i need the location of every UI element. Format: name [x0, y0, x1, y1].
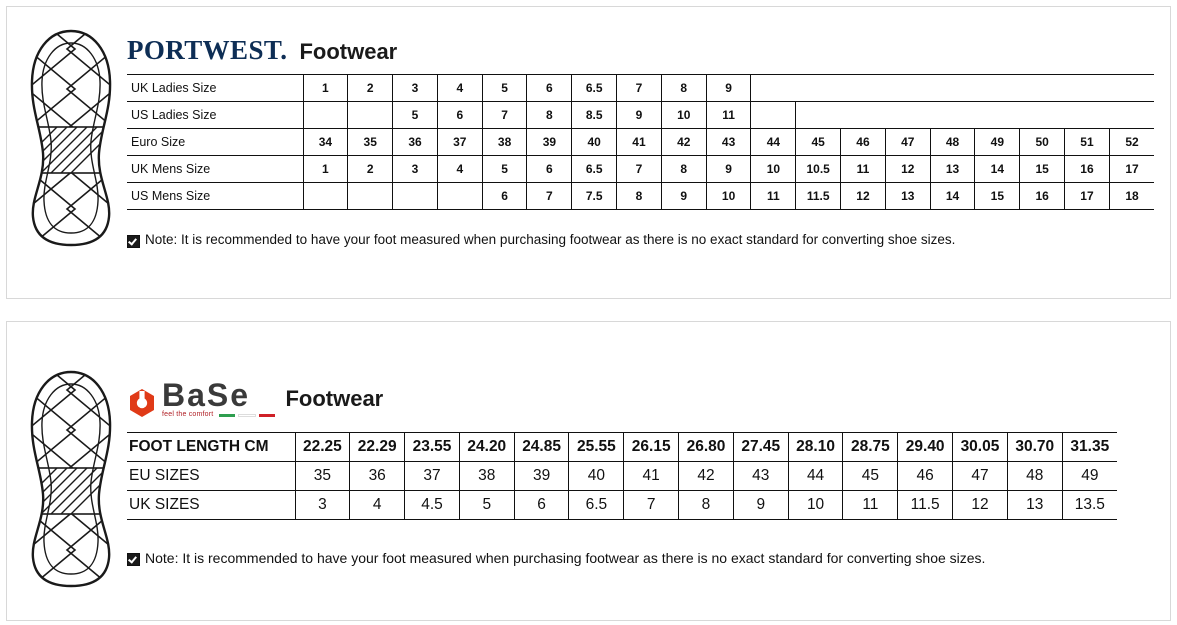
cell: 22.25	[295, 433, 350, 462]
cell: 16	[1065, 156, 1110, 183]
portwest-logo	[127, 37, 287, 64]
cell: 23.55	[405, 433, 460, 462]
cell: 28.10	[788, 433, 843, 462]
base-size-chart-card	[6, 321, 1171, 621]
cell: 7	[482, 102, 527, 129]
base-logo	[127, 377, 275, 419]
cell: 40	[572, 129, 617, 156]
cell: 3	[393, 156, 438, 183]
base-tagline: feel the comfort	[162, 411, 214, 419]
cell-empty	[885, 102, 930, 129]
cell: 4	[437, 75, 482, 102]
cell: 51	[1065, 129, 1110, 156]
cell: 6	[482, 183, 527, 210]
cell: 10	[788, 491, 843, 520]
cell: 25.55	[569, 433, 624, 462]
cell-empty	[1020, 75, 1065, 102]
cell: 47	[953, 462, 1008, 491]
row-label: FOOT LENGTH CM	[127, 433, 295, 462]
base-content	[127, 377, 1152, 567]
cell: 5	[482, 156, 527, 183]
cell: 35	[295, 462, 350, 491]
cell: 28.75	[843, 433, 898, 462]
table-row	[127, 156, 1154, 183]
row-label: Euro Size	[127, 129, 303, 156]
cell	[348, 183, 393, 210]
cell: 42	[679, 462, 734, 491]
cell: 49	[975, 129, 1020, 156]
table-row	[127, 102, 1154, 129]
cell: 48	[1007, 462, 1062, 491]
table-row	[127, 491, 1117, 520]
cell: 12	[953, 491, 1008, 520]
cell: 11.5	[898, 491, 953, 520]
cell: 8.5	[572, 102, 617, 129]
cell: 49	[1062, 462, 1117, 491]
cell: 39	[527, 129, 572, 156]
cell: 5	[459, 491, 514, 520]
base-category-title: Footwear	[285, 386, 384, 412]
cell-empty	[1065, 102, 1110, 129]
cell: 14	[975, 156, 1020, 183]
table-row	[127, 129, 1154, 156]
cell-empty	[975, 102, 1020, 129]
cell: 7	[527, 183, 572, 210]
cell: 24.85	[514, 433, 569, 462]
cell-empty	[1109, 75, 1154, 102]
cell: 9	[617, 102, 662, 129]
base-size-table	[127, 432, 1117, 520]
base-logo-text: BaSe	[162, 377, 251, 413]
cell: 4	[350, 491, 405, 520]
cell-empty	[796, 75, 841, 102]
cell-empty	[930, 75, 975, 102]
cell: 5	[393, 102, 438, 129]
row-label: US Mens Size	[127, 183, 303, 210]
cell: 43	[706, 129, 751, 156]
cell: 27.45	[733, 433, 788, 462]
cell: 43	[733, 462, 788, 491]
cell: 4	[437, 156, 482, 183]
row-label: EU SIZES	[127, 462, 295, 491]
table-row	[127, 433, 1117, 462]
portwest-size-chart-card	[6, 6, 1171, 299]
cell: 48	[930, 129, 975, 156]
cell: 10	[706, 183, 751, 210]
cell-empty	[1065, 75, 1110, 102]
cell: 6.5	[572, 156, 617, 183]
cell: 12	[841, 183, 886, 210]
base-brand-row	[127, 377, 1152, 419]
cell: 30.70	[1007, 433, 1062, 462]
cell: 11	[751, 183, 796, 210]
cell: 37	[437, 129, 482, 156]
portwest-category-title: Footwear	[299, 39, 398, 64]
cell-empty	[930, 102, 975, 129]
cell: 8	[617, 183, 662, 210]
cell: 6	[514, 491, 569, 520]
cell: 30.05	[953, 433, 1008, 462]
portwest-note-text: Note: It is recommended to have your foot measured when purchasing footwear as there is no exact standard for converting shoe sizes.	[145, 232, 956, 247]
cell: 36	[393, 129, 438, 156]
cell: 45	[796, 129, 841, 156]
cell: 13	[1007, 491, 1062, 520]
cell: 9	[706, 75, 751, 102]
cell: 6	[527, 75, 572, 102]
cell-empty	[751, 75, 796, 102]
cell: 36	[350, 462, 405, 491]
portwest-logo-dot: .	[280, 35, 288, 65]
base-note-text: Note: It is recommended to have your foot measured when purchasing footwear as there is no exact standard for converting shoe sizes.	[145, 550, 986, 567]
cell-empty	[841, 102, 886, 129]
cell: 13.5	[1062, 491, 1117, 520]
cell: 45	[843, 462, 898, 491]
cell: 1	[303, 75, 348, 102]
cell: 26.80	[679, 433, 734, 462]
cell: 3	[295, 491, 350, 520]
cell: 50	[1020, 129, 1065, 156]
cell: 8	[661, 156, 706, 183]
cell: 6.5	[569, 491, 624, 520]
cell: 13	[885, 183, 930, 210]
cell: 11	[841, 156, 886, 183]
check-icon	[127, 553, 140, 566]
cell: 42	[661, 129, 706, 156]
cell-empty	[1109, 102, 1154, 129]
cell: 15	[1020, 156, 1065, 183]
cell: 46	[898, 462, 953, 491]
portwest-brand-row	[127, 37, 1152, 64]
cell: 6	[437, 102, 482, 129]
cell: 17	[1109, 156, 1154, 183]
cell: 31.35	[1062, 433, 1117, 462]
cell: 12	[885, 156, 930, 183]
shoe-sole-illustration	[25, 29, 117, 247]
cell	[437, 183, 482, 210]
cell: 7.5	[572, 183, 617, 210]
cell-empty	[841, 75, 886, 102]
cell: 2	[348, 75, 393, 102]
portwest-logo-text: PORTWEST	[127, 35, 281, 65]
cell: 2	[348, 156, 393, 183]
cell: 7	[624, 491, 679, 520]
cell: 8	[527, 102, 572, 129]
cell	[393, 183, 438, 210]
cell: 4.5	[405, 491, 460, 520]
cell-empty	[885, 75, 930, 102]
cell: 46	[841, 129, 886, 156]
cell: 9	[733, 491, 788, 520]
cell: 34	[303, 129, 348, 156]
check-icon	[127, 235, 140, 248]
hexagon-icon	[127, 388, 157, 418]
cell: 38	[482, 129, 527, 156]
cell: 44	[751, 129, 796, 156]
cell: 3	[393, 75, 438, 102]
cell	[348, 102, 393, 129]
portwest-note	[127, 232, 1152, 248]
cell	[303, 183, 348, 210]
table-row	[127, 462, 1117, 491]
cell: 10.5	[796, 156, 841, 183]
cell: 9	[706, 156, 751, 183]
cell: 39	[514, 462, 569, 491]
cell: 8	[679, 491, 734, 520]
cell: 1	[303, 156, 348, 183]
cell: 52	[1109, 129, 1154, 156]
table-row	[127, 75, 1154, 102]
cell: 11.5	[796, 183, 841, 210]
cell: 7	[617, 156, 662, 183]
row-label: UK Mens Size	[127, 156, 303, 183]
cell-empty	[796, 102, 841, 129]
cell: 37	[405, 462, 460, 491]
cell: 10	[751, 156, 796, 183]
row-label: US Ladies Size	[127, 102, 303, 129]
cell	[303, 102, 348, 129]
row-label: UK Ladies Size	[127, 75, 303, 102]
cell: 5	[482, 75, 527, 102]
cell: 17	[1065, 183, 1110, 210]
row-label: UK SIZES	[127, 491, 295, 520]
cell: 22.29	[350, 433, 405, 462]
cell: 10	[661, 102, 706, 129]
shoe-sole-illustration	[25, 370, 117, 588]
cell: 14	[930, 183, 975, 210]
cell: 6	[527, 156, 572, 183]
italy-flag-icon	[219, 414, 275, 417]
cell: 26.15	[624, 433, 679, 462]
cell: 41	[624, 462, 679, 491]
cell: 11	[706, 102, 751, 129]
cell: 41	[617, 129, 662, 156]
cell: 6.5	[572, 75, 617, 102]
cell: 7	[617, 75, 662, 102]
cell: 15	[975, 183, 1020, 210]
cell: 18	[1109, 183, 1154, 210]
cell-empty	[1020, 102, 1065, 129]
cell: 16	[1020, 183, 1065, 210]
cell: 29.40	[898, 433, 953, 462]
cell: 44	[788, 462, 843, 491]
portwest-size-table	[127, 74, 1154, 210]
cell: 47	[885, 129, 930, 156]
base-note	[127, 550, 1152, 566]
cell: 35	[348, 129, 393, 156]
cell: 24.20	[459, 433, 514, 462]
cell-empty	[975, 75, 1020, 102]
table-row	[127, 183, 1154, 210]
cell: 9	[661, 183, 706, 210]
cell: 40	[569, 462, 624, 491]
cell-empty	[751, 102, 796, 129]
cell: 38	[459, 462, 514, 491]
cell: 8	[661, 75, 706, 102]
cell: 11	[843, 491, 898, 520]
cell: 13	[930, 156, 975, 183]
portwest-content	[127, 37, 1152, 248]
